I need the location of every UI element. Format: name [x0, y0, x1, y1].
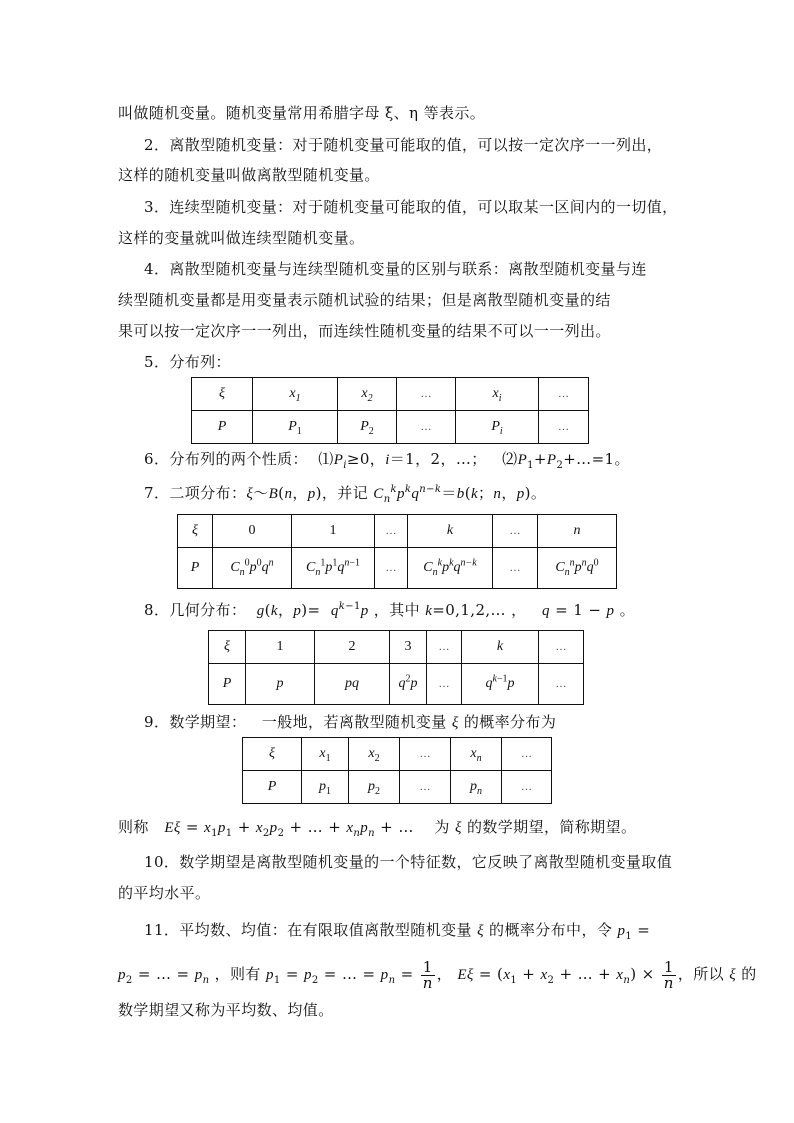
- table-cell: 0: [213, 515, 292, 548]
- table-cell: …: [375, 548, 408, 589]
- distribution-table-1: [191, 377, 589, 444]
- para-4-line-2: 续型随机变量都是用变量表示随机试验的结果；但是离散型随机变量的结: [118, 291, 611, 309]
- table-row: [192, 378, 589, 411]
- para-4-line-1: 4．离散型随机变量与连续型随机变量的区别与联系：离散型随机变量与连: [144, 260, 647, 278]
- table-cell: $P_2$: [338, 411, 397, 444]
- para-7-prefix: 7．二项分布：: [144, 484, 247, 502]
- para-7: 7．二项分布：ξ～B(n，p)，并记 $C_n^kp^kq^{n-k}=b(k$；n，p)。: [144, 484, 547, 505]
- para-9b-prefix: 则称: [118, 818, 149, 836]
- para-9: 9．数学期望： 一般地，若离散型随机变量 ξ 的概率分布为: [144, 713, 557, 731]
- table-cell: 1: [246, 631, 315, 664]
- table-cell: …: [502, 738, 552, 771]
- table-cell: n: [538, 515, 617, 548]
- table-cell: $x_2$: [338, 378, 397, 411]
- para-8: 8．几何分布： g(k，$p)= q^{k-1}p$ ，其中 k=0,1,2,… ， q = 1 − p 。: [144, 601, 635, 619]
- table-cell: $x_n$: [451, 738, 502, 771]
- binomial-table: [177, 514, 617, 589]
- table-row: [209, 631, 584, 664]
- table-cell: …: [427, 664, 462, 705]
- table-cell: $P_1$: [253, 411, 338, 444]
- table-cell: $q^2p$: [390, 664, 427, 705]
- table-row: [243, 738, 552, 771]
- table-cell: ξ: [178, 515, 213, 548]
- table-cell: P: [192, 411, 253, 444]
- table-cell: …: [427, 631, 462, 664]
- table-cell: …: [397, 378, 456, 411]
- table-cell: 1: [292, 515, 375, 548]
- table-row: [178, 515, 617, 548]
- table-cell: $p_2$: [349, 771, 400, 804]
- table-cell: k: [408, 515, 493, 548]
- table-cell: …: [400, 771, 451, 804]
- para-11-line-1: 11．平均数、均值：在有限取值离散型随机变量 ξ 的概率分布中，令 $p_1$ =: [144, 921, 651, 942]
- para-1-line-1: 叫做随机变量。随机变量常用希腊字母 ξ、η 等表示。: [118, 104, 486, 122]
- table-cell: …: [397, 411, 456, 444]
- table-cell: …: [493, 548, 538, 589]
- table-cell: $p_1$: [302, 771, 349, 804]
- table-cell: ξ: [209, 631, 246, 664]
- table-cell: $x_1$: [302, 738, 349, 771]
- para-2-line-1: 2．离散型随机变量：对于随机变量可能取的值，可以按一定次序一一列出，: [144, 136, 663, 154]
- expectation-table: [242, 737, 552, 804]
- para-3-line-1: 3．连续型随机变量：对于随机变量可能取的值，可以取某一区间内的一切值，: [144, 198, 678, 216]
- para-2-line-2: 这样的随机变量叫做离散型随机变量。: [118, 166, 380, 184]
- table-cell: k: [462, 631, 539, 664]
- table-cell: …: [539, 664, 584, 705]
- table-cell: …: [375, 515, 408, 548]
- table-cell: …: [493, 515, 538, 548]
- para-10-line-2: 的平均水平。: [118, 884, 211, 902]
- table-cell: P: [178, 548, 213, 589]
- table-cell: $P_i$: [456, 411, 539, 444]
- table-row: [243, 771, 552, 804]
- table-cell: …: [539, 378, 589, 411]
- table-cell: …: [539, 631, 584, 664]
- para-4-line-3: 果可以按一定次序一一列出，而连续性随机变量的结果不可以一一列出。: [118, 322, 611, 340]
- table-cell: pq: [315, 664, 390, 705]
- table-cell: $x_2$: [349, 738, 400, 771]
- table-cell: …: [502, 771, 552, 804]
- geometric-table: [208, 630, 584, 705]
- table-cell: …: [400, 738, 451, 771]
- table-cell: P: [209, 664, 246, 705]
- para-9b: 则称 $E\xi = x_1p_1 + x_2p_2$ + … + $x_np_n$ + … 为 ξ 的数学期望，简称期望。: [118, 818, 637, 839]
- table-row: [209, 664, 584, 705]
- para-3-line-2: 这样的变量就叫做连续型随机变量。: [118, 229, 365, 247]
- table-cell: $C_n^np^nq^0$: [538, 548, 617, 589]
- table-cell: $x_i$: [456, 378, 539, 411]
- table-cell: 2: [315, 631, 390, 664]
- table-cell: p: [246, 664, 315, 705]
- table-cell: $C_n^1p^1q^{n-1}$: [292, 548, 375, 589]
- table-cell: ξ: [192, 378, 253, 411]
- table-cell: ξ: [243, 738, 302, 771]
- table-cell: 3: [390, 631, 427, 664]
- para-11-line-2: $p_2$ = … = $p_n$ ，则有 $p_1 = p_2$ = … = $p_n$ = $\frac{1}{n}$ ， $E\xi = (x_1 + x_2$ + … + $x_n$) × $\frac{1}{n}$ ，所以 ξ 的: [118, 957, 757, 992]
- table-cell: $p_n$: [451, 771, 502, 804]
- para-8-prefix: 8．几何分布：: [144, 601, 247, 619]
- table-row: [178, 548, 617, 589]
- para-10-line-1: 10．数学期望是离散型随机变量的一个特征数，它反映了离散型随机变量取值: [144, 853, 673, 871]
- table-cell: $C_n^0p^0q^n$: [213, 548, 292, 589]
- table-cell: $q^{k-1}p$: [462, 664, 539, 705]
- table-cell: $x_1$: [253, 378, 338, 411]
- para-6: 6．分布列的两个性质： $⑴P_i\ge 0$，i＝1，2，…； $⑵P_1+P_2+\dots=1$。: [144, 450, 630, 471]
- table-cell: …: [539, 411, 589, 444]
- para-11-line-3: 数学期望又称为平均数、均值。: [118, 1001, 334, 1019]
- table-row: [192, 411, 589, 444]
- table-cell: $C_n^kp^kq^{n-k}$: [408, 548, 493, 589]
- table-cell: P: [243, 771, 302, 804]
- para-5-label: 5．分布列：: [144, 353, 231, 371]
